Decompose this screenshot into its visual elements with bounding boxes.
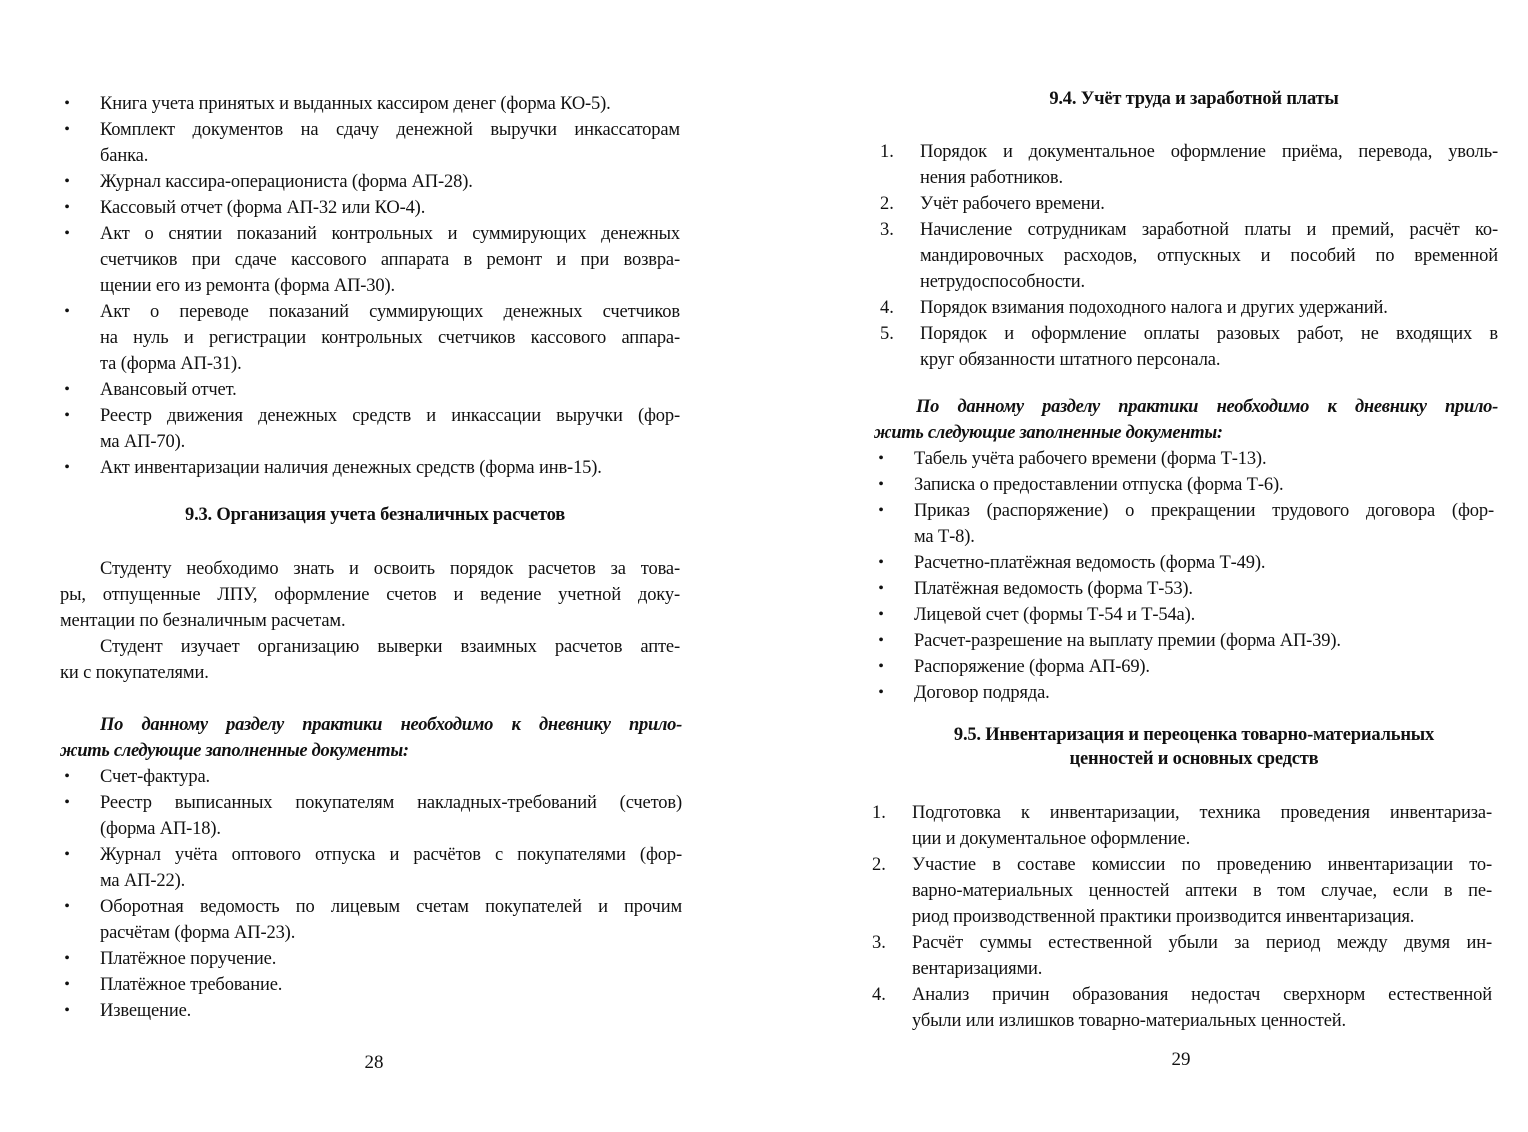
bullet-glyph: • [878, 684, 884, 701]
list-item-line: Кассовый отчет (форма АП-32 или КО-4). [100, 198, 426, 218]
list-item-line: Акт инвентаризации наличия денежных средств (форма инв-15). [100, 458, 602, 478]
list-item-line: Комплект документов на сдачу денежной выручки инкассаторам [100, 120, 680, 140]
paragraph-line: ментации по безналичным расчетам. [60, 611, 346, 631]
list-item-line: ма АП-70). [100, 432, 186, 452]
list-item-line: Реестр выписанных покупателям накладных-требований (счетов) [100, 793, 682, 813]
list-item-line: щении его из ремонта (форма АП-30). [100, 276, 395, 296]
instruction-line: По данному разделу практики необходимо к дневнику прило- [100, 715, 682, 735]
list-item-line: на нуль и регистрации контрольных счетчиков кассового аппара- [100, 328, 680, 348]
bullet-glyph: • [878, 658, 884, 675]
list-item-line: убыли или излишков товарно-материальных ценностей. [912, 1011, 1347, 1031]
paragraph-line: ки с покупателями. [60, 663, 209, 683]
section-9-4-title: 9.4. Учёт труда и заработной платы [1049, 89, 1339, 109]
list-item-line: та (форма АП-31). [100, 354, 242, 374]
bullet-glyph: • [64, 407, 70, 424]
list-item-line: Расчет-разрешение на выплату премии (форма АП-39). [914, 631, 1341, 651]
list-number: 2. [872, 855, 886, 875]
list-item-line: Реестр движения денежных средств и инкассации выручки (фор- [100, 406, 680, 426]
page-29 [764, 0, 1528, 1132]
bullet-glyph: • [64, 381, 70, 398]
list-item-line: нения работников. [920, 168, 1063, 188]
list-item-line: Учёт рабочего времени. [920, 194, 1105, 214]
paragraph-line: Студент изучает организацию выверки взаимных расчетов апте- [100, 637, 680, 657]
bullet-glyph: • [64, 121, 70, 138]
list-item-line: банка. [100, 146, 149, 166]
list-item-line: Извещение. [100, 1001, 192, 1021]
list-item-line: варно-материальных ценностей аптеки в том случае, если в пе- [912, 881, 1492, 901]
list-item-line: счетчиков при сдаче кассового аппарата в ремонт и при возвра- [100, 250, 680, 270]
list-item-line: Лицевой счет (формы Т-54 и Т-54а). [914, 605, 1196, 625]
list-number: 1. [880, 142, 894, 162]
list-item-line: Журнал кассира-операциониста (форма АП-28). [100, 172, 473, 192]
list-item-line: Авансовый отчет. [100, 380, 237, 400]
list-item-line: Платёжное требование. [100, 975, 283, 995]
bullet-glyph: • [64, 768, 70, 785]
list-number: 5. [880, 324, 894, 344]
page-number: 29 [1171, 1049, 1191, 1070]
section-9-3-title: 9.3. Организация учета безналичных расчетов [185, 505, 565, 525]
bullet-glyph: • [878, 606, 884, 623]
list-item-line: Акт о переводе показаний суммирующих денежных счетчиков [100, 302, 680, 322]
list-item-line: Платёжное поручение. [100, 949, 277, 969]
list-item-line: Участие в составе комиссии по проведению инвентаризации то- [912, 855, 1492, 875]
paragraph-line: ры, отпущенные ЛПУ, оформление счетов и ведение учетной доку- [60, 585, 680, 605]
paragraph-line: Студенту необходимо знать и освоить порядок расчетов за това- [100, 559, 680, 579]
bullet-glyph: • [64, 1002, 70, 1019]
list-item-line: Акт о снятии показаний контрольных и суммирующих денежных [100, 224, 680, 244]
list-number: 3. [872, 933, 886, 953]
bullet-glyph: • [64, 459, 70, 476]
list-item-line: Порядок и документальное оформление приёма, перевода, уволь- [920, 142, 1498, 162]
instruction-line: По данному разделу практики необходимо к дневнику прило- [916, 397, 1498, 417]
section-9-5-title-line2: ценностей и основных средств [1069, 749, 1319, 769]
list-item-line: Подготовка к инвентаризации, техника проведения инвентариза- [912, 803, 1492, 823]
bullet-glyph: • [64, 303, 70, 320]
page-number: 28 [364, 1052, 384, 1073]
bullet-glyph: • [64, 898, 70, 915]
instruction-line: жить следующие заполненные документы: [60, 741, 409, 761]
list-item-line: Счет-фактура. [100, 767, 211, 787]
list-item-line: Табель учёта рабочего времени (форма Т-13). [914, 449, 1267, 469]
list-item-line: Оборотная ведомость по лицевым счетам покупателей и прочим [100, 897, 682, 917]
bullet-glyph: • [878, 632, 884, 649]
list-item-line: Расчёт суммы естественной убыли за период между двумя ин- [912, 933, 1492, 953]
bullet-glyph: • [878, 502, 884, 519]
bullet-glyph: • [64, 199, 70, 216]
bullet-glyph: • [878, 450, 884, 467]
list-item-line: круг обязанности штатного персонала. [920, 350, 1221, 370]
bullet-glyph: • [64, 846, 70, 863]
list-item-line: (форма АП-18). [100, 819, 221, 839]
bullet-glyph: • [64, 950, 70, 967]
bullet-glyph: • [878, 554, 884, 571]
list-item-line: ма Т-8). [914, 527, 975, 547]
list-item-line: Порядок и оформление оплаты разовых работ, не входящих в [920, 324, 1498, 344]
bullet-glyph: • [64, 976, 70, 993]
list-number: 3. [880, 220, 894, 240]
bullet-glyph: • [878, 580, 884, 597]
list-number: 4. [880, 298, 894, 318]
list-number: 2. [880, 194, 894, 214]
list-item-line: Порядок взимания подоходного налога и других удержаний. [920, 298, 1388, 318]
list-item-line: Начисление сотрудникам заработной платы и премий, расчёт ко- [920, 220, 1498, 240]
bullet-glyph: • [64, 794, 70, 811]
list-item-line: Журнал учёта оптового отпуска и расчётов с покупателями (фор- [100, 845, 682, 865]
bullet-glyph: • [64, 225, 70, 242]
section-9-5-title-line1: 9.5. Инвентаризация и переоценка товарно-материальных [953, 725, 1435, 745]
list-item-line: риод производственной практики производится инвентаризация. [912, 907, 1415, 927]
list-item-line: Договор подряда. [914, 683, 1050, 703]
bullet-glyph: • [64, 95, 70, 112]
list-item-line: мандировочных расходов, отпускных и пособий по временной [920, 246, 1498, 266]
list-item-line: ции и документальное оформление. [912, 829, 1191, 849]
list-item-line: Анализ причин образования недостач сверхнорм естественной [912, 985, 1492, 1005]
list-item-line: расчётам (форма АП-23). [100, 923, 296, 943]
list-item-line: вентаризациями. [912, 959, 1043, 979]
list-number: 4. [872, 985, 886, 1005]
list-item-line: Платёжная ведомость (форма Т-53). [914, 579, 1193, 599]
instruction-line: жить следующие заполненные документы: [874, 423, 1223, 443]
list-item-line: Записка о предоставлении отпуска (форма Т-6). [914, 475, 1284, 495]
list-item-line: ма АП-22). [100, 871, 186, 891]
list-number: 1. [872, 803, 886, 823]
bullet-glyph: • [878, 476, 884, 493]
list-item-line: Приказ (распоряжение) о прекращении трудового договора (фор- [914, 501, 1494, 521]
bullet-glyph: • [64, 173, 70, 190]
list-item-line: Распоряжение (форма АП-69). [914, 657, 1150, 677]
list-item-line: нетрудоспособности. [920, 272, 1085, 292]
list-item-line: Расчетно-платёжная ведомость (форма Т-49). [914, 553, 1266, 573]
list-item-line: Книга учета принятых и выданных кассиром денег (форма КО-5). [100, 94, 611, 114]
